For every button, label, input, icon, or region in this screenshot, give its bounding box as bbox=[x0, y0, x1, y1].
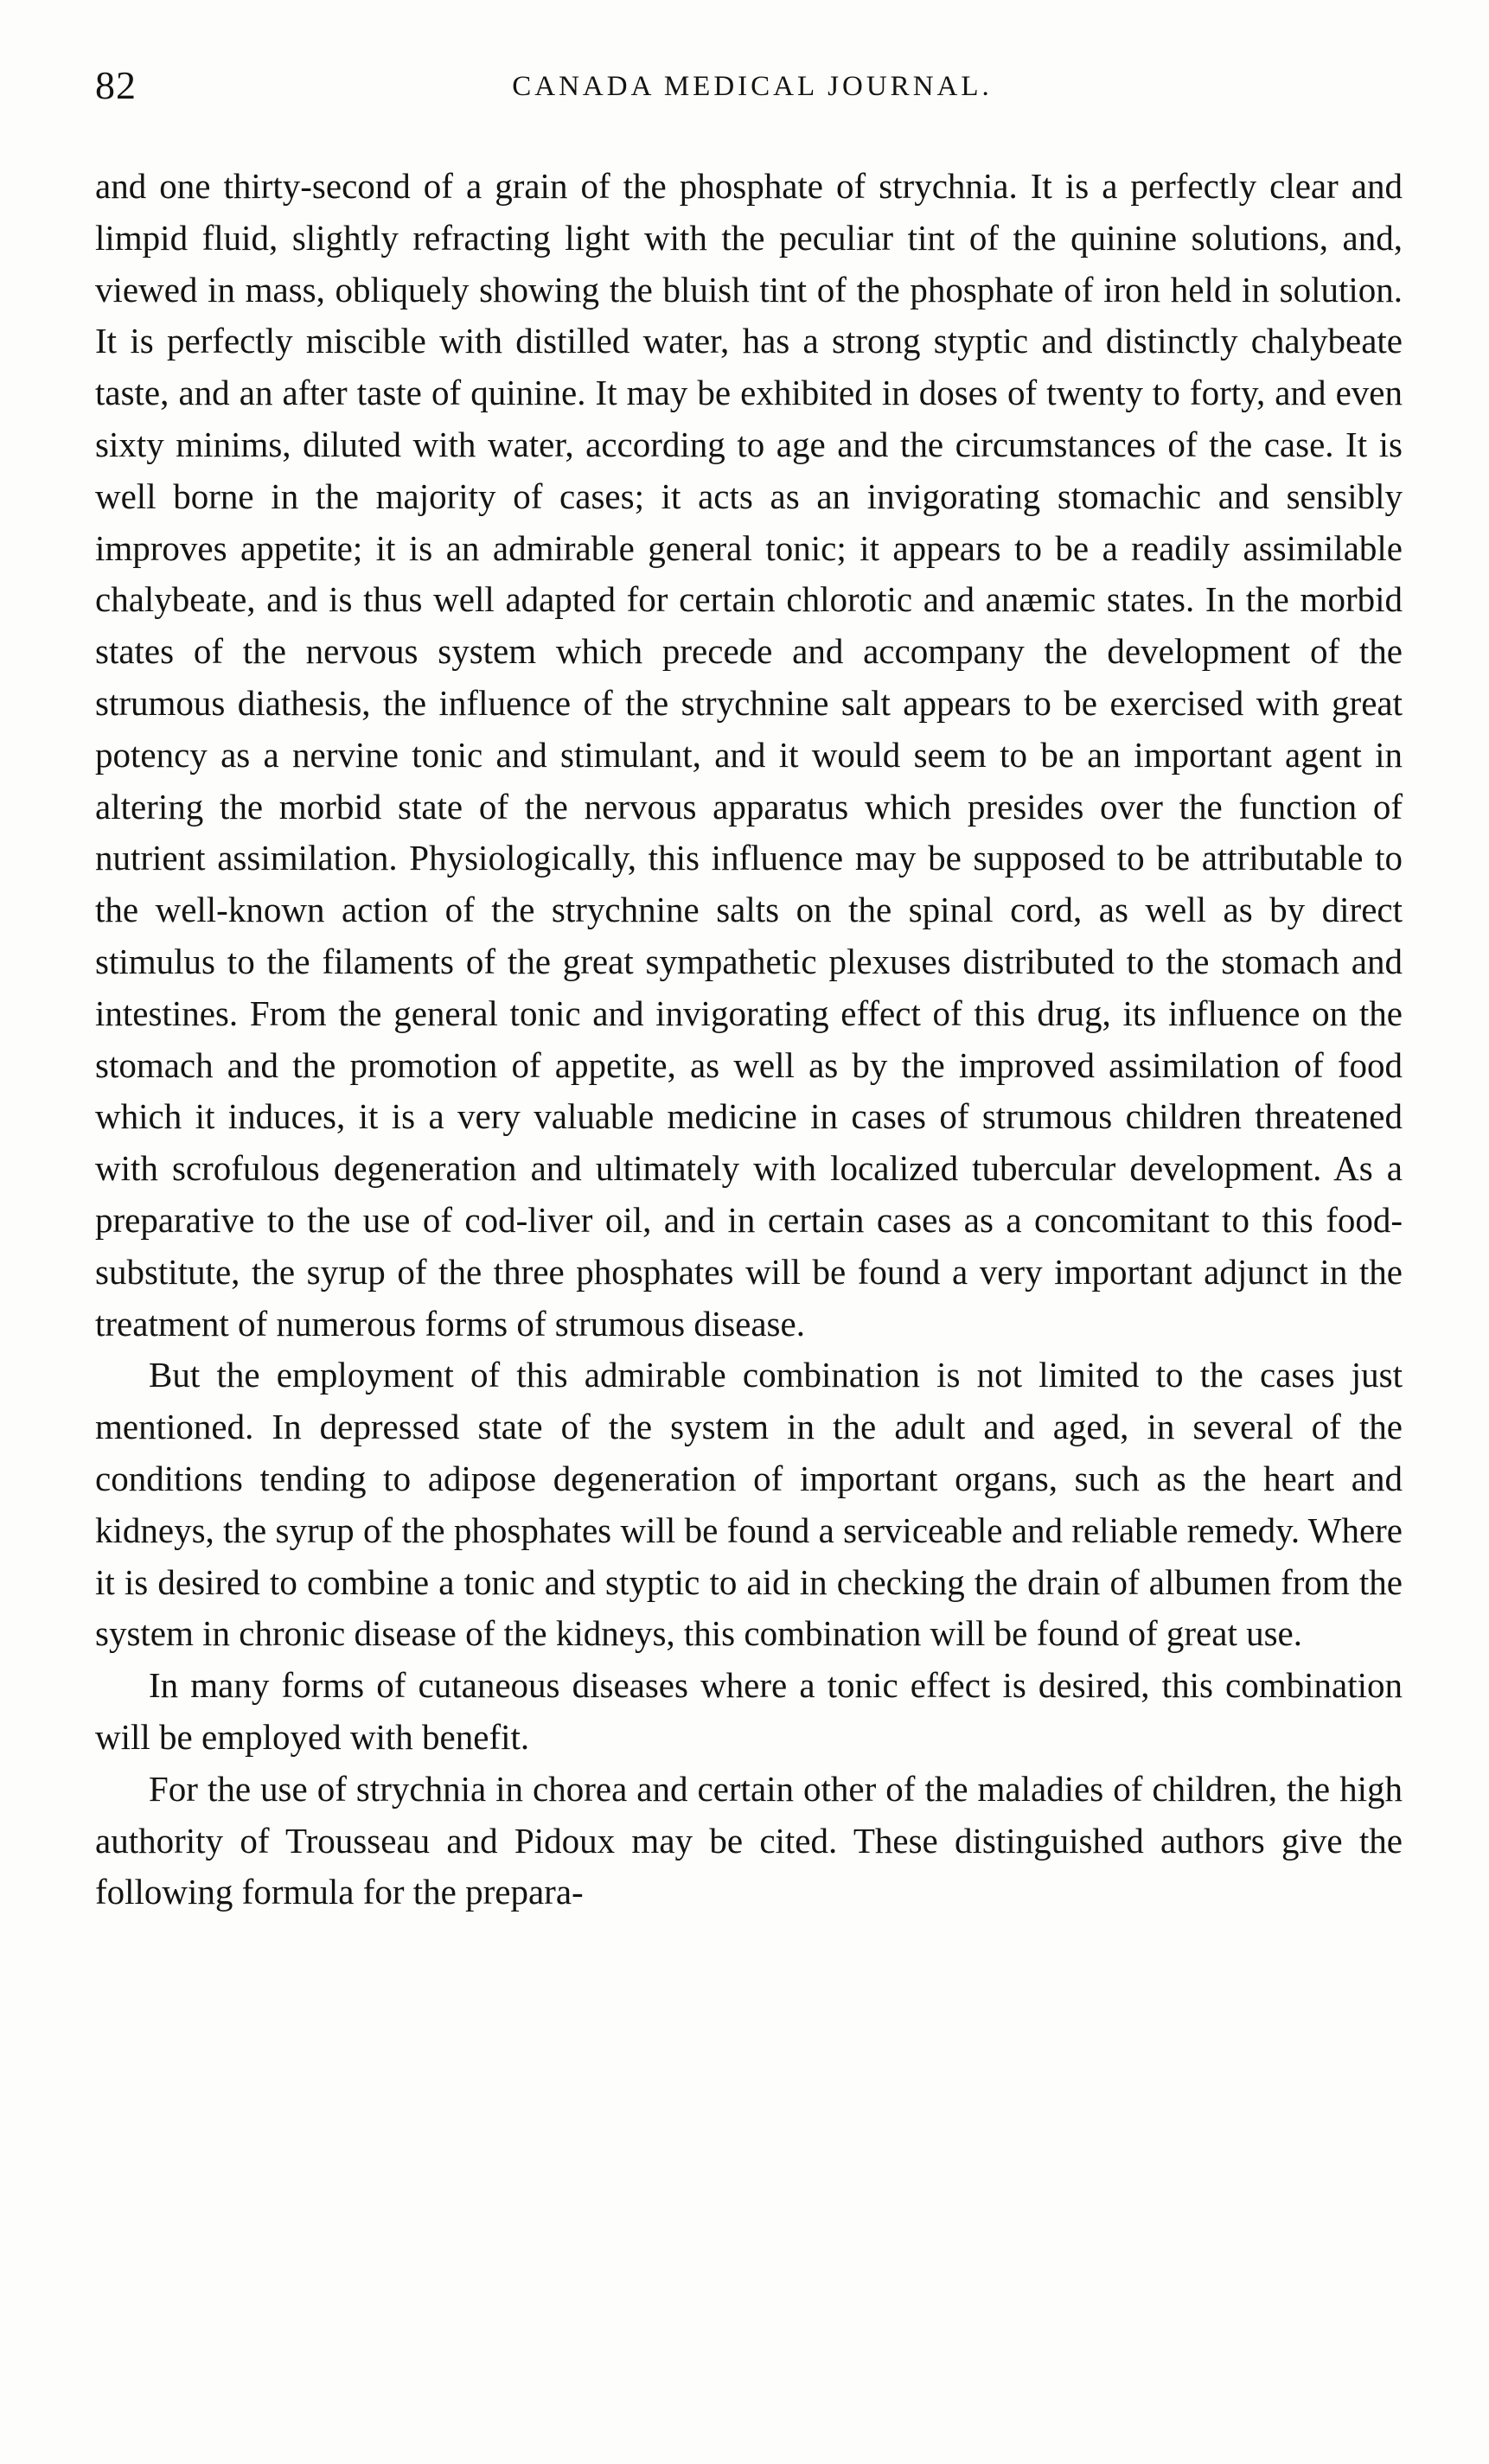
paragraph-3: In many forms of cutaneous diseases where a tonic effect is desired, this combination will be employed with benefit. bbox=[95, 1665, 1403, 1757]
running-head: CANADA MEDICAL JOURNAL. bbox=[512, 71, 993, 102]
page-header bbox=[95, 62, 1409, 123]
paragraph-4: For the use of strychnia in chorea and certain other of the maladies of children, the high authority of Trousseau and Pidoux may be cited. These distinguished authors give the following formula for the prepara- bbox=[95, 1768, 1403, 1912]
paragraph-2: But the employment of this admirable combination is not limited to the cases just mentioned. In depressed state of the system in the adult and aged, in several of the conditions tending to adipose degeneration of important organs, such as the heart and kidneys, the syrup of the phosphates will be found a serviceable and reliable remedy. Where it is desired to combine a tonic and styptic to aid in checking the drain of albumen from the system in chronic disease of the kidneys, this combination will be found of great use. bbox=[95, 1355, 1403, 1654]
page-number: 82 bbox=[95, 63, 137, 107]
article-body bbox=[95, 161, 1403, 1918]
paragraph-1: and one thirty-second of a grain of the phosphate of strychnia. It is a perfectly clear and limpid fluid, slightly refracting light with the peculiar tint of the quinine solutions, and, viewed in mass, obliquely showing the bluish tint of the phosphate of iron held in solution. It is perfectly miscible with distilled water, has a strong styptic and distinctly chalybeate taste, and an after taste of quinine. It may be exhibited in doses of twenty to forty, and even sixty minims, diluted with water, according to age and the circumstances of the case. It is well borne in the majority of cases; it acts as an invigorating stomachic and sensibly improves appetite; it is an admirable general tonic; it appears to be a readily assimilable chalybeate, and is thus well adapted for certain chlorotic and anæmic states. In the morbid states of the nervous system which precede and accompany the development of the strumous diathesis, the influence of the strychnine salt appears to be exercised with great potency as a nervine tonic and stimulant, and it would seem to be an important agent in altering the morbid state of the nervous apparatus which presides over the function of nutrient assimilation. Physiologically, this influence may be supposed to be attributable to the well-known action of the strychnine salts on the spinal cord, as well as by direct stimulus to the filaments of the great sympathetic plexuses distributed to the stomach and intestines. From the general tonic and invigorating effect of this drug, its influence on the stomach and the promotion of appetite, as well as by the improved assimilation of food which it induces, it is a very valuable medicine in cases of strumous children threatened with scrofulous degeneration and ultimately with localized tubercular development. As a preparative to the use of cod-liver oil, and in certain cases as a concomitant to this food-substitute, the syrup of the three phosphates will be found a very important adjunct in the treatment of numerous forms of strumous disease. bbox=[95, 166, 1403, 1344]
